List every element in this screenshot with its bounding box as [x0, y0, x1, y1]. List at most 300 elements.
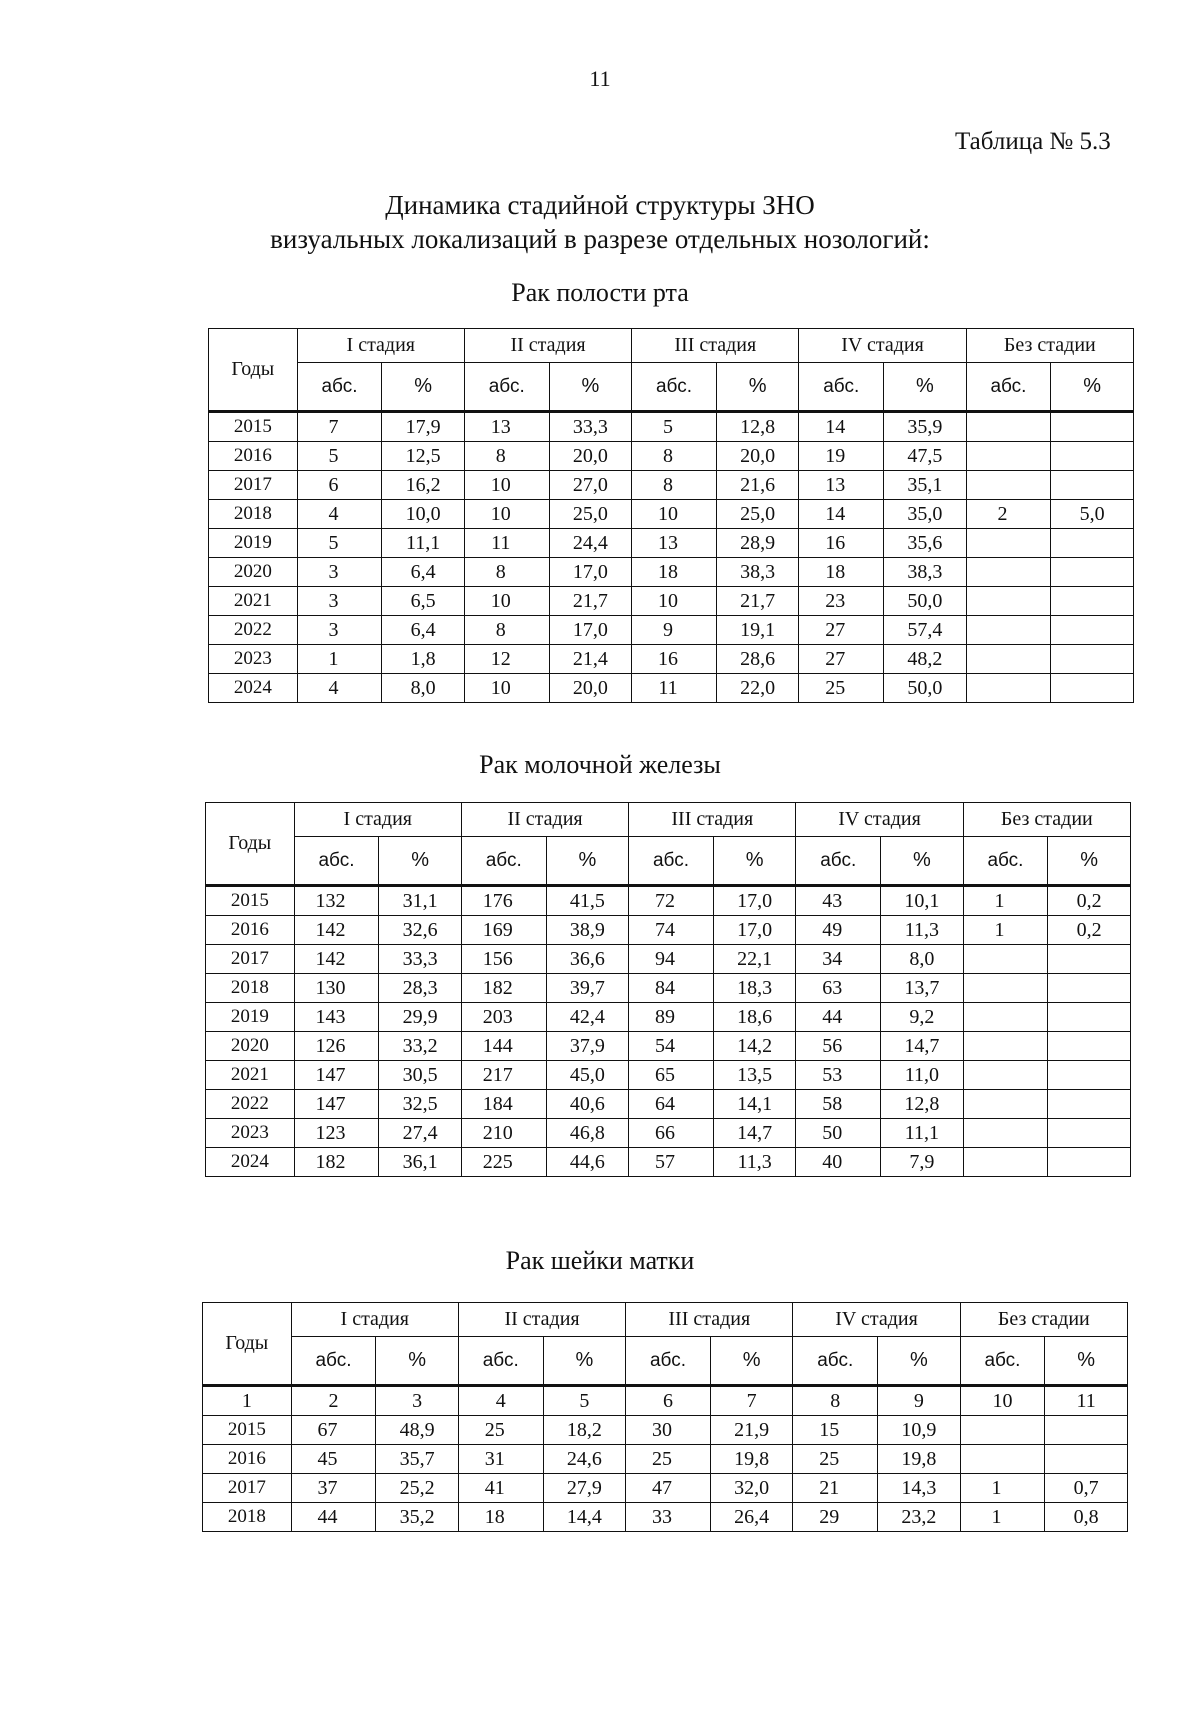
header-pct: %: [1045, 1337, 1128, 1386]
abs-value-cell: [966, 616, 1051, 645]
abs-value-cell: 11: [632, 674, 717, 703]
pct-value-cell: 0,2: [1048, 886, 1131, 916]
table-row: [209, 674, 1134, 703]
table-row: [206, 1148, 1131, 1177]
abs-value-cell: 34: [796, 945, 881, 974]
section-title-breast: Рак молочной железы: [479, 750, 721, 779]
year-cell: 2016: [209, 442, 298, 471]
abs-value-cell: 11: [464, 529, 549, 558]
pct-value-cell: 14,1: [713, 1090, 796, 1119]
abs-value-cell: 56: [796, 1032, 881, 1061]
year-cell: 2016: [206, 916, 295, 945]
pct-value-cell: [1051, 616, 1134, 645]
abs-value-cell: 156: [461, 945, 546, 974]
pct-value-cell: 14,7: [713, 1119, 796, 1148]
abs-value-cell: 74: [629, 916, 714, 945]
abs-value-cell: [966, 558, 1051, 587]
pct-value-cell: 23,2: [878, 1503, 961, 1532]
year-cell: 2024: [209, 674, 298, 703]
abs-value-cell: [963, 1148, 1048, 1177]
abs-value-cell: [966, 412, 1051, 442]
abs-value-cell: 18: [458, 1503, 543, 1532]
abs-value-cell: 50: [796, 1119, 881, 1148]
header-abs: абс.: [793, 1337, 878, 1386]
abs-value-cell: 18: [799, 558, 884, 587]
pct-value-cell: 25,2: [376, 1474, 459, 1503]
pct-value-cell: 21,7: [716, 587, 799, 616]
pct-value-cell: [1051, 529, 1134, 558]
pct-value-cell: 0,8: [1045, 1503, 1128, 1532]
abs-value-cell: [963, 1032, 1048, 1061]
year-cell: 2015: [203, 1416, 292, 1445]
abs-value-cell: 143: [294, 1003, 379, 1032]
abs-value-cell: 9: [632, 616, 717, 645]
pct-value-cell: 27,4: [379, 1119, 462, 1148]
pct-value-cell: 0,2: [1048, 916, 1131, 945]
header-stage: III стадия: [632, 329, 799, 363]
abs-value-cell: 142: [294, 916, 379, 945]
year-cell: 2023: [209, 645, 298, 674]
abs-value-cell: 10: [464, 674, 549, 703]
pct-value-cell: 20,0: [549, 674, 632, 703]
abs-value-cell: 37: [291, 1474, 376, 1503]
table-row: [209, 616, 1134, 645]
pct-value-cell: 22,0: [716, 674, 799, 703]
abs-value-cell: 49: [796, 916, 881, 945]
table-body: [206, 886, 1131, 1177]
year-cell: 2015: [209, 412, 298, 442]
pct-value-cell: 29,9: [379, 1003, 462, 1032]
abs-value-cell: 10: [464, 500, 549, 529]
column-number-cell: 2: [291, 1386, 376, 1416]
pct-value-cell: 35,9: [884, 412, 967, 442]
pct-value-cell: 38,3: [884, 558, 967, 587]
header-abs: абс.: [796, 837, 881, 886]
abs-value-cell: 63: [796, 974, 881, 1003]
abs-value-cell: 15: [793, 1416, 878, 1445]
abs-value-cell: 1: [963, 886, 1048, 916]
abs-value-cell: 182: [461, 974, 546, 1003]
abs-value-cell: [966, 587, 1051, 616]
pct-value-cell: 1,8: [382, 645, 465, 674]
pct-value-cell: 14,3: [878, 1474, 961, 1503]
abs-value-cell: 4: [297, 674, 382, 703]
abs-value-cell: [963, 945, 1048, 974]
pct-value-cell: 19,8: [710, 1445, 793, 1474]
year-cell: 2018: [209, 500, 298, 529]
abs-value-cell: [963, 974, 1048, 1003]
abs-value-cell: [966, 442, 1051, 471]
abs-value-cell: 10: [632, 500, 717, 529]
pct-value-cell: 24,6: [543, 1445, 626, 1474]
pct-value-cell: 18,3: [713, 974, 796, 1003]
header-abs: абс.: [297, 363, 382, 412]
abs-value-cell: 3: [297, 558, 382, 587]
year-cell: 2021: [209, 587, 298, 616]
pct-value-cell: 5,0: [1051, 500, 1134, 529]
pct-value-cell: [1048, 1119, 1131, 1148]
header-stage: I стадия: [294, 803, 461, 837]
header-abs: абс.: [461, 837, 546, 886]
pct-value-cell: [1048, 1148, 1131, 1177]
pct-value-cell: 11,3: [881, 916, 964, 945]
table-header: [209, 329, 1134, 412]
pct-value-cell: 18,2: [543, 1416, 626, 1445]
header-row-units: [203, 1337, 1128, 1386]
header-stage: I стадия: [297, 329, 464, 363]
table-row: [206, 1003, 1131, 1032]
pct-value-cell: 36,1: [379, 1148, 462, 1177]
table-row: [209, 558, 1134, 587]
table-body: [203, 1386, 1128, 1532]
pct-value-cell: 27,9: [543, 1474, 626, 1503]
abs-value-cell: 84: [629, 974, 714, 1003]
pct-value-cell: 17,9: [382, 412, 465, 442]
table-row: [203, 1445, 1128, 1474]
table-row: [209, 645, 1134, 674]
table-row: [206, 1119, 1131, 1148]
pct-value-cell: 37,9: [546, 1032, 629, 1061]
pct-value-cell: 22,1: [713, 945, 796, 974]
table-row: [209, 529, 1134, 558]
section-title-cervix: Рак шейки матки: [505, 1246, 695, 1275]
header-stage: III стадия: [629, 803, 796, 837]
column-number-cell: 1: [203, 1386, 292, 1416]
abs-value-cell: 54: [629, 1032, 714, 1061]
table-row: [206, 974, 1131, 1003]
abs-value-cell: 210: [461, 1119, 546, 1148]
column-number-cell: 10: [960, 1386, 1045, 1416]
header-pct: %: [543, 1337, 626, 1386]
abs-value-cell: 57: [629, 1148, 714, 1177]
abs-value-cell: 123: [294, 1119, 379, 1148]
pct-value-cell: 38,3: [716, 558, 799, 587]
pct-value-cell: 33,3: [379, 945, 462, 974]
pct-value-cell: [1048, 1032, 1131, 1061]
abs-value-cell: 3: [297, 616, 382, 645]
pct-value-cell: 21,7: [549, 587, 632, 616]
abs-value-cell: 8: [464, 442, 549, 471]
abs-value-cell: 12: [464, 645, 549, 674]
column-number-cell: 8: [793, 1386, 878, 1416]
pct-value-cell: 50,0: [884, 587, 967, 616]
pct-value-cell: 39,7: [546, 974, 629, 1003]
abs-value-cell: 25: [793, 1445, 878, 1474]
column-number-cell: 5: [543, 1386, 626, 1416]
column-number-cell: 11: [1045, 1386, 1128, 1416]
breast-cancer-table: [205, 802, 1131, 1177]
pct-value-cell: 18,6: [713, 1003, 796, 1032]
table-row: [206, 886, 1131, 916]
abs-value-cell: 203: [461, 1003, 546, 1032]
abs-value-cell: 45: [291, 1445, 376, 1474]
table-body: [209, 412, 1134, 703]
abs-value-cell: 10: [632, 587, 717, 616]
table-row: [206, 916, 1131, 945]
pct-value-cell: 35,7: [376, 1445, 459, 1474]
abs-value-cell: 13: [799, 471, 884, 500]
pct-value-cell: 9,2: [881, 1003, 964, 1032]
pct-value-cell: 11,1: [382, 529, 465, 558]
abs-value-cell: 21: [793, 1474, 878, 1503]
abs-value-cell: 1: [963, 916, 1048, 945]
abs-value-cell: 8: [632, 442, 717, 471]
abs-value-cell: 47: [626, 1474, 711, 1503]
header-stage: IV стадия: [799, 329, 966, 363]
abs-value-cell: [966, 674, 1051, 703]
column-number-row: [203, 1386, 1128, 1416]
header-years: Годы: [203, 1303, 292, 1386]
header-pct: %: [382, 363, 465, 412]
abs-value-cell: 23: [799, 587, 884, 616]
abs-value-cell: 18: [632, 558, 717, 587]
header-abs: абс.: [291, 1337, 376, 1386]
header-pct: %: [716, 363, 799, 412]
column-number-cell: 7: [710, 1386, 793, 1416]
header-row-stages: [209, 329, 1134, 363]
year-cell: 2019: [206, 1003, 295, 1032]
pct-value-cell: 11,3: [713, 1148, 796, 1177]
abs-value-cell: 64: [629, 1090, 714, 1119]
abs-value-cell: 1: [960, 1474, 1045, 1503]
pct-value-cell: [1051, 587, 1134, 616]
year-cell: 2018: [203, 1503, 292, 1532]
year-cell: 2018: [206, 974, 295, 1003]
pct-value-cell: 35,1: [884, 471, 967, 500]
abs-value-cell: [963, 1061, 1048, 1090]
pct-value-cell: 32,6: [379, 916, 462, 945]
abs-value-cell: 25: [458, 1416, 543, 1445]
table-row: [203, 1474, 1128, 1503]
abs-value-cell: 144: [461, 1032, 546, 1061]
pct-value-cell: 45,0: [546, 1061, 629, 1090]
pct-value-cell: [1051, 442, 1134, 471]
abs-value-cell: 2: [966, 500, 1051, 529]
abs-value-cell: 5: [632, 412, 717, 442]
table-row: [206, 1032, 1131, 1061]
table-row: [209, 471, 1134, 500]
pct-value-cell: [1051, 412, 1134, 442]
pct-value-cell: 10,0: [382, 500, 465, 529]
table-header: [206, 803, 1131, 886]
header-years: Годы: [206, 803, 295, 886]
abs-value-cell: 25: [799, 674, 884, 703]
abs-value-cell: 5: [297, 529, 382, 558]
header-abs: абс.: [960, 1337, 1045, 1386]
pct-value-cell: [1051, 674, 1134, 703]
pct-value-cell: [1045, 1445, 1128, 1474]
year-cell: 2021: [206, 1061, 295, 1090]
pct-value-cell: 42,4: [546, 1003, 629, 1032]
header-stage: III стадия: [626, 1303, 793, 1337]
pct-value-cell: 24,4: [549, 529, 632, 558]
pct-value-cell: 21,4: [549, 645, 632, 674]
header-pct: %: [376, 1337, 459, 1386]
pct-value-cell: [1048, 1090, 1131, 1119]
pct-value-cell: 12,8: [716, 412, 799, 442]
pct-value-cell: 31,1: [379, 886, 462, 916]
column-number-cell: 4: [458, 1386, 543, 1416]
header-pct: %: [878, 1337, 961, 1386]
table-label: Таблица № 5.3: [955, 128, 1111, 155]
table-row: [209, 500, 1134, 529]
pct-value-cell: 35,6: [884, 529, 967, 558]
abs-value-cell: 41: [458, 1474, 543, 1503]
abs-value-cell: 6: [297, 471, 382, 500]
header-stage: II стадия: [458, 1303, 625, 1337]
header-abs: абс.: [294, 837, 379, 886]
pct-value-cell: 46,8: [546, 1119, 629, 1148]
header-pct: %: [881, 837, 964, 886]
header-abs: абс.: [963, 837, 1048, 886]
pct-value-cell: 13,5: [713, 1061, 796, 1090]
abs-value-cell: 1: [960, 1503, 1045, 1532]
pct-value-cell: 44,6: [546, 1148, 629, 1177]
abs-value-cell: [966, 471, 1051, 500]
pct-value-cell: 10,1: [881, 886, 964, 916]
abs-value-cell: 126: [294, 1032, 379, 1061]
document-title-line-2: визуальных локализаций в разрезе отдельных нозологий:: [270, 224, 930, 254]
pct-value-cell: 21,6: [716, 471, 799, 500]
table-row: [209, 412, 1134, 442]
abs-value-cell: 44: [291, 1503, 376, 1532]
year-cell: 2024: [206, 1148, 295, 1177]
cervical-cancer-table: [202, 1302, 1128, 1532]
header-stage: II стадия: [464, 329, 631, 363]
pct-value-cell: [1051, 645, 1134, 674]
header-stage: I стадия: [291, 1303, 458, 1337]
pct-value-cell: 13,7: [881, 974, 964, 1003]
pct-value-cell: 6,4: [382, 558, 465, 587]
pct-value-cell: [1048, 945, 1131, 974]
year-cell: 2017: [203, 1474, 292, 1503]
header-abs: абс.: [458, 1337, 543, 1386]
pct-value-cell: 35,0: [884, 500, 967, 529]
abs-value-cell: 8: [464, 558, 549, 587]
section-title-oral-cavity: Рак полости рта: [511, 278, 689, 307]
year-cell: 2017: [209, 471, 298, 500]
abs-value-cell: [960, 1445, 1045, 1474]
abs-value-cell: [966, 645, 1051, 674]
table-row: [203, 1503, 1128, 1532]
pct-value-cell: 17,0: [713, 886, 796, 916]
abs-value-cell: 29: [793, 1503, 878, 1532]
year-cell: 2020: [206, 1032, 295, 1061]
pct-value-cell: 32,0: [710, 1474, 793, 1503]
header-row-stages: [203, 1303, 1128, 1337]
pct-value-cell: 14,2: [713, 1032, 796, 1061]
page-number: 11: [589, 66, 611, 91]
pct-value-cell: [1048, 974, 1131, 1003]
pct-value-cell: [1048, 1061, 1131, 1090]
pct-value-cell: 17,0: [713, 916, 796, 945]
abs-value-cell: 16: [632, 645, 717, 674]
year-cell: 2022: [209, 616, 298, 645]
document-title: [0, 188, 1200, 256]
abs-value-cell: 142: [294, 945, 379, 974]
year-cell: 2022: [206, 1090, 295, 1119]
header-pct: %: [1048, 837, 1131, 886]
abs-value-cell: [963, 1119, 1048, 1148]
pct-value-cell: 19,1: [716, 616, 799, 645]
column-number-cell: 6: [626, 1386, 711, 1416]
pct-value-cell: [1051, 558, 1134, 587]
abs-value-cell: 66: [629, 1119, 714, 1148]
header-stage: IV стадия: [793, 1303, 960, 1337]
pct-value-cell: 30,5: [379, 1061, 462, 1090]
abs-value-cell: 13: [632, 529, 717, 558]
oral-cavity-cancer-table: [208, 328, 1134, 703]
pct-value-cell: 6,4: [382, 616, 465, 645]
pct-value-cell: 8,0: [382, 674, 465, 703]
pct-value-cell: 17,0: [549, 616, 632, 645]
pct-value-cell: 32,5: [379, 1090, 462, 1119]
header-abs: абс.: [629, 837, 714, 886]
table-row: [203, 1416, 1128, 1445]
pct-value-cell: [1051, 471, 1134, 500]
pct-value-cell: 47,5: [884, 442, 967, 471]
pct-value-cell: 25,0: [716, 500, 799, 529]
header-row-stages: [206, 803, 1131, 837]
abs-value-cell: 217: [461, 1061, 546, 1090]
pct-value-cell: 33,3: [549, 412, 632, 442]
table-header: [203, 1303, 1128, 1386]
pct-value-cell: 12,8: [881, 1090, 964, 1119]
pct-value-cell: 14,4: [543, 1503, 626, 1532]
table-row: [206, 945, 1131, 974]
abs-value-cell: 3: [297, 587, 382, 616]
abs-value-cell: 169: [461, 916, 546, 945]
abs-value-cell: 1: [297, 645, 382, 674]
abs-value-cell: 58: [796, 1090, 881, 1119]
header-stage: Без стадии: [960, 1303, 1127, 1337]
header-pct: %: [549, 363, 632, 412]
abs-value-cell: 72: [629, 886, 714, 916]
table-row: [206, 1090, 1131, 1119]
header-abs: абс.: [626, 1337, 711, 1386]
header-pct: %: [546, 837, 629, 886]
abs-value-cell: 25: [626, 1445, 711, 1474]
header-pct: %: [884, 363, 967, 412]
header-row-units: [206, 837, 1131, 886]
abs-value-cell: 33: [626, 1503, 711, 1532]
abs-value-cell: 7: [297, 412, 382, 442]
year-cell: 2017: [206, 945, 295, 974]
abs-value-cell: 147: [294, 1061, 379, 1090]
header-stage: Без стадии: [966, 329, 1133, 363]
abs-value-cell: 65: [629, 1061, 714, 1090]
column-number-cell: 9: [878, 1386, 961, 1416]
year-cell: 2016: [203, 1445, 292, 1474]
pct-value-cell: 21,9: [710, 1416, 793, 1445]
year-cell: 2019: [209, 529, 298, 558]
table-row: [209, 442, 1134, 471]
abs-value-cell: 184: [461, 1090, 546, 1119]
year-cell: 2023: [206, 1119, 295, 1148]
year-cell: 2020: [209, 558, 298, 587]
pct-value-cell: 0,7: [1045, 1474, 1128, 1503]
pct-value-cell: 11,0: [881, 1061, 964, 1090]
table-row: [209, 587, 1134, 616]
year-cell: 2015: [206, 886, 295, 916]
abs-value-cell: 10: [464, 587, 549, 616]
abs-value-cell: 5: [297, 442, 382, 471]
pct-value-cell: 27,0: [549, 471, 632, 500]
pct-value-cell: 48,9: [376, 1416, 459, 1445]
pct-value-cell: 28,9: [716, 529, 799, 558]
abs-value-cell: 31: [458, 1445, 543, 1474]
pct-value-cell: 16,2: [382, 471, 465, 500]
